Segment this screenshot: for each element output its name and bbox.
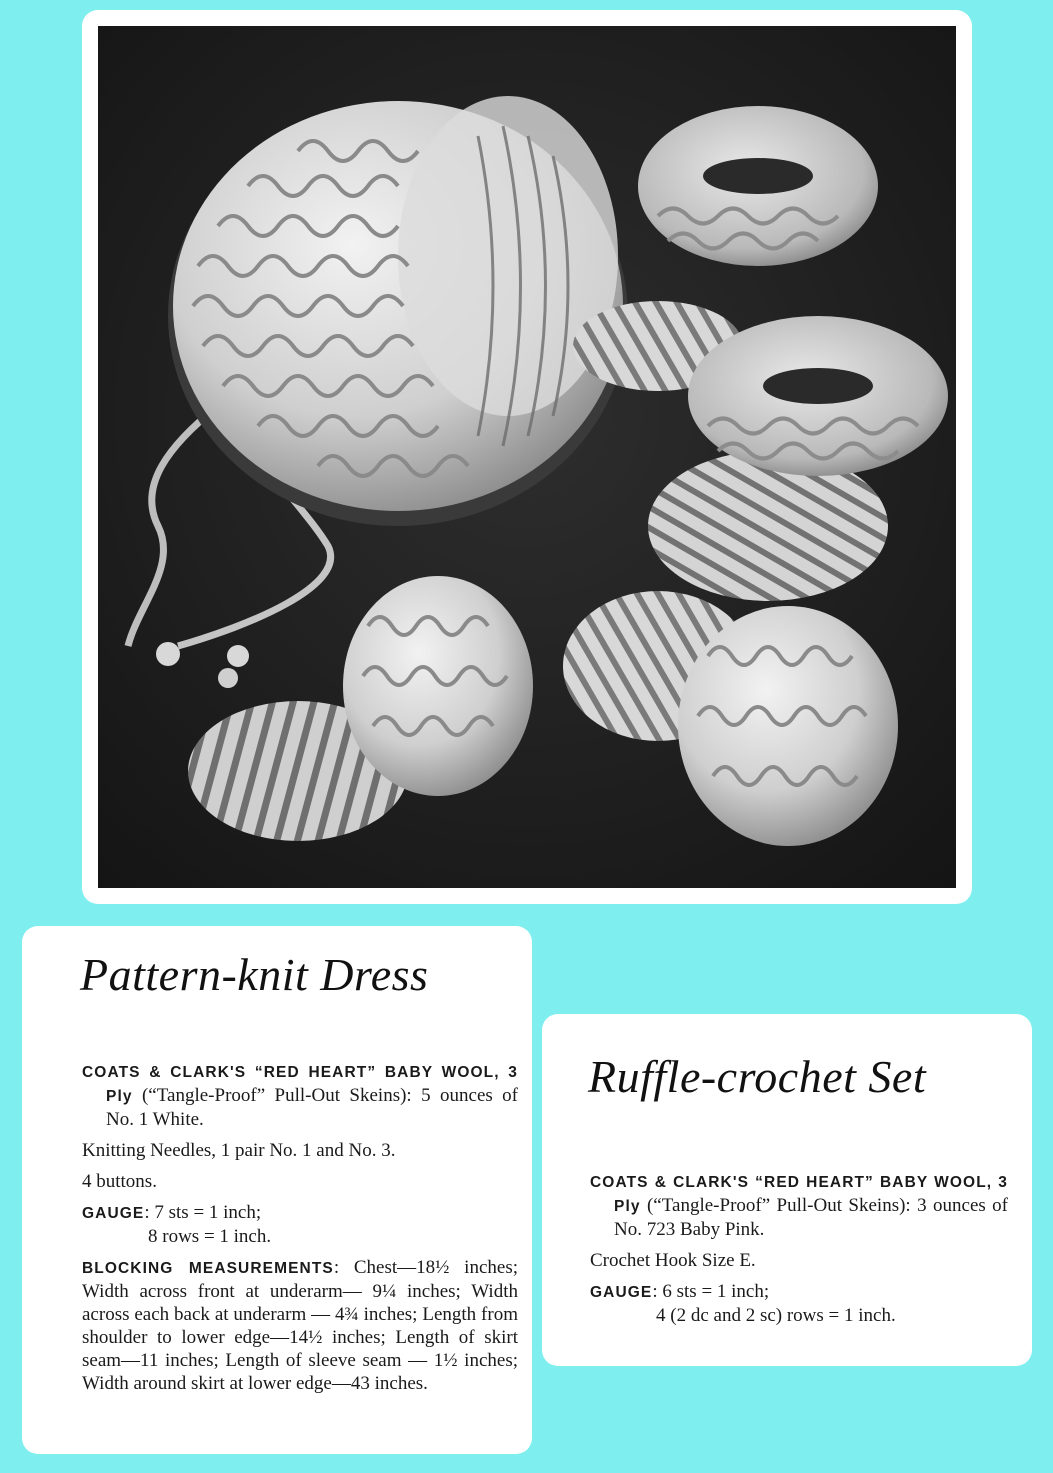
dress-yarn: [82, 1060, 518, 1131]
ruffle-crochet-set-card: [542, 1014, 1032, 1366]
dress-materials: [82, 1060, 518, 1403]
set-materials: [590, 1170, 1008, 1335]
set-yarn-lead: COATS & CLARK'S “RED HEART” BABY WOOL, 3 Ply: [590, 1174, 1008, 1215]
set-gauge-lead: GAUGE: [590, 1284, 653, 1301]
set-gauge-line1: : 6 sts = 1 inch;: [652, 1281, 770, 1302]
set-gauge: [590, 1280, 1008, 1327]
dress-blocking-lead: BLOCKING MEASUREMENTS: [82, 1260, 334, 1277]
dress-yarn-rest: (“Tangle-Proof” Pull-Out Skeins): 5 ounces of No. 1 White.: [106, 1085, 518, 1130]
set-hook: Crochet Hook Size E.: [590, 1250, 756, 1271]
dress-gauge: [82, 1201, 518, 1248]
dress-blocking-rest: : Chest—18½ inches; Width across front at underarm— 9¼ inches; Width across each back at underarm — 4¾ inches; Length from shoulder to lower edge—14½ inches; Length of skirt seam—11 inches; Length of sleeve seam — 1½ inches; Width around skirt at lower edge—43 inches.: [82, 1257, 518, 1394]
dress-gauge-lead: GAUGE: [82, 1205, 145, 1222]
photo-card: [82, 10, 972, 904]
dress-yarn-lead: COATS & CLARK'S “RED HEART” BABY WOOL, 3 Ply: [82, 1064, 518, 1105]
dress-title: Pattern-knit Dress: [80, 949, 429, 1000]
set-title: Ruffle-crochet Set: [588, 1051, 927, 1102]
dress-gauge-line1: : 7 sts = 1 inch;: [144, 1202, 262, 1223]
dress-needles: Knitting Needles, 1 pair No. 1 and No. 3.: [82, 1140, 396, 1161]
pattern-knit-dress-card: [22, 926, 532, 1454]
crochet-set-photo: [98, 26, 956, 888]
set-gauge-line2: 4 (2 dc and 2 sc) rows = 1 inch.: [656, 1305, 896, 1326]
set-yarn-rest: (“Tangle-Proof” Pull-Out Skeins): 3 ounces of No. 723 Baby Pink.: [614, 1195, 1008, 1240]
dress-gauge-line2: 8 rows = 1 inch.: [148, 1226, 272, 1247]
dress-blocking: [82, 1256, 518, 1395]
photo-illustration: [98, 26, 956, 888]
dress-buttons: 4 buttons.: [82, 1171, 157, 1192]
set-yarn: [590, 1170, 1008, 1241]
